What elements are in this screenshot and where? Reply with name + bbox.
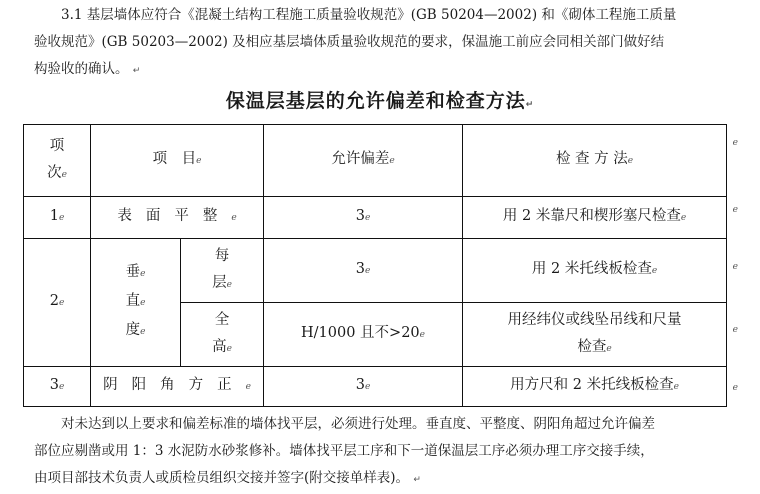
row-end-mark: ℯ xyxy=(732,383,738,393)
note-paragraph xyxy=(34,411,734,494)
row-tolerance: 3ℯ xyxy=(264,367,463,407)
header-tolerance: 允许偏差ℯ xyxy=(264,125,463,197)
header-method: 检 查 方 法ℯ xyxy=(463,125,727,197)
tolerance-table xyxy=(23,124,727,407)
intro-line-3: 构验收的确认。 xyxy=(34,61,129,77)
row-method: 用方尺和 2 米托线板检查ℯ xyxy=(463,367,727,407)
row-method: 用 2 米靠尺和楔形塞尺检查ℯ xyxy=(463,197,727,239)
table-title xyxy=(0,86,760,113)
table-row xyxy=(24,367,727,407)
note-line-2: 部位应剔凿或用 1：3 水泥防水砂浆修补。墙体找平层工序和下一道保温层工序必须办理工序交接手续， xyxy=(34,443,654,459)
row-item: 阴阳角方正ℯ xyxy=(91,367,264,407)
paragraph-mark: ↵ xyxy=(525,100,535,110)
row-end-mark: ℯ xyxy=(732,325,738,335)
row-group-verticality: 垂ℯ 直ℯ 度ℯ xyxy=(91,239,181,367)
paragraph-mark: ↵ xyxy=(132,66,141,76)
row-tolerance: 3ℯ xyxy=(264,197,463,239)
note-line-1: 对未达到以上要求和偏差标准的墙体找平层，必须进行处理。垂直度、平整度、阴阳角超过允许偏差 xyxy=(61,416,655,432)
table-row xyxy=(24,197,727,239)
row-method: 用经纬仪或线坠吊线和尺量 检查ℯ xyxy=(463,303,727,367)
note-line-3: 由项目部技术负责人或质检员组织交接并签字(附交接单样表)。 xyxy=(34,470,410,486)
header-item: 项 目ℯ xyxy=(91,125,264,197)
table-title-text: 保温层基层的允许偏差和检查方法 xyxy=(225,90,526,112)
row-item: 表面平整ℯ xyxy=(91,197,264,239)
table-header-row xyxy=(24,125,727,197)
row-tolerance: H/1000 且不>20ℯ xyxy=(264,303,463,367)
row-end-mark: ℯ xyxy=(732,138,738,148)
row-subitem: 每 层ℯ xyxy=(181,239,264,303)
row-no: 2ℯ xyxy=(24,239,91,367)
intro-line-1: 3.1 基层墙体应符合《混凝土结构工程施工质量验收规范》(GB 50204—2002) 和《砌体工程施工质量 xyxy=(61,7,677,23)
intro-line-2: 验收规范》(GB 50203—2002) 及相应基层墙体质量验收规范的要求，保温施工前应会同相关部门做好结 xyxy=(34,34,665,50)
row-no: 3ℯ xyxy=(24,367,91,407)
row-end-mark: ℯ xyxy=(732,262,738,272)
row-no: 1ℯ xyxy=(24,197,91,239)
row-tolerance: 3ℯ xyxy=(264,239,463,303)
paragraph-mark: ↵ xyxy=(413,475,421,485)
intro-paragraph xyxy=(34,2,734,85)
row-subitem: 全 高ℯ xyxy=(181,303,264,367)
header-no: 项 次ℯ xyxy=(24,125,91,197)
row-end-mark: ℯ xyxy=(732,205,738,215)
table-row xyxy=(24,239,727,303)
row-method: 用 2 米托线板检查ℯ xyxy=(463,239,727,303)
